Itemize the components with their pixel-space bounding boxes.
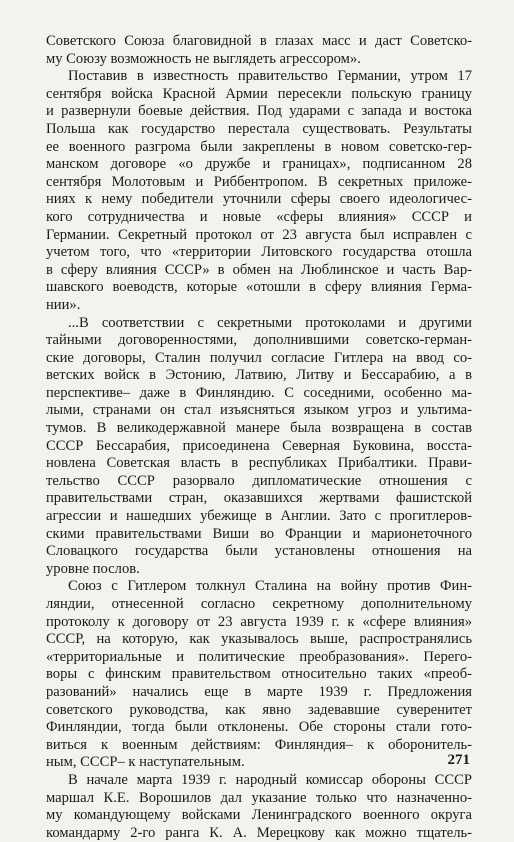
text-line: тумов. В великодержавной манере была возвращена в состав: [46, 420, 472, 437]
text-line: сентября войска Красной Армии пересекли польскую границу: [46, 85, 472, 102]
text-line: В начале марта 1939 г. народный комиссар обороны СССР: [68, 771, 472, 788]
paragraph: [46, 772, 472, 842]
text-line: разований» начались еще в марте 1939 г. Предложения: [46, 683, 472, 700]
text-line: Польша как государство перестала существовать. Результаты: [46, 120, 472, 137]
text-line: ...В соответствии с секретными протоколами и другими: [68, 314, 472, 331]
text-line: лыми, странами он стал изъясняться языком угроз и ультима-: [46, 402, 472, 419]
text-line: СССР Бессарабия, присоединена Северная Буковина, восста-: [46, 437, 472, 454]
text-line: тельство СССР разорвало дипломатические отношения с: [46, 472, 472, 489]
paragraph: [46, 33, 472, 68]
text-line: му Союзу возможность не выглядеть агрессором».: [46, 50, 361, 67]
text-line: кого сотрудничества и новые «сферы влияния» СССР и: [46, 208, 472, 225]
text-line: воры с финским правительством относительно таких «преоб-: [46, 666, 472, 683]
text-line: тайными договоренностями, дополнившими советско-герман-: [46, 332, 472, 349]
text-line: ниях к нему победители уточнили сферы своего идеологичес-: [46, 191, 472, 208]
text-line: учетом того, что «территории Литовского государства отошла: [46, 244, 472, 261]
text-line: правительствами стран, оказавшихся жертвами фашистской: [46, 490, 472, 507]
text-line: Германии. Секретный протокол от 23 августа был исправлен с: [46, 226, 472, 243]
text-line: и развернули боевые действия. Под ударами с запада и востока: [46, 103, 472, 120]
text-line: перспективе– даже в Финляндию. С соседними, особенно ма-: [46, 384, 472, 401]
text-line: командарму 2-го ранга К. А. Мерецкову как можно тщатель-: [46, 824, 472, 841]
text-line: шавского воеводств, которые «отошли в сферу влияния Герма-: [46, 279, 472, 296]
text-line: манском договоре «о дружбе и границах», подписанном 28: [46, 156, 472, 173]
text-line: маршал К.Е. Ворошилов дал указание только что назначенно-: [46, 789, 472, 806]
page-number: 271: [447, 752, 470, 768]
text-line: ным, СССР– к наступательным.: [46, 754, 245, 771]
text-line: Словацкого государства были установлены отношения на: [46, 543, 472, 560]
text-line: в сферу влияния СССР» в обмен на Люблинское и часть Вар-: [46, 261, 472, 278]
text-line: «территориальные и политические преобразования». Перего-: [46, 648, 472, 665]
text-line: новлена Советская власть в республиках Прибалтики. Прави-: [46, 455, 472, 472]
paragraph: [46, 315, 472, 579]
text-line: виться к военным действиям: Финляндия– к оборонитель-: [46, 736, 472, 753]
text-line: ветских войск в Эстонию, Латвию, Литву и Бессарабию, а в: [46, 367, 472, 384]
text-line: Советского Союза благовидной в глазах масс и даст Советско-: [46, 33, 472, 49]
text-line: Финляндии, тогда были отклонены. Обе стороны стали гото-: [46, 719, 472, 736]
body-text: [46, 33, 472, 842]
text-line: советского руководства, как явно задевавшие суверенитет: [46, 701, 472, 718]
text-line: Союз с Гитлером толкнул Сталина на войну против Фин-: [68, 578, 472, 595]
text-line: ляндии, отнесенной согласно секретному дополнительному: [46, 596, 472, 612]
paragraph: [46, 68, 472, 314]
text-line: протоколу к договору от 23 августа 1939 г. к «сфере влияния»: [46, 613, 472, 630]
text-line: му командующему войсками Ленинградского военного округа: [46, 807, 472, 824]
text-line: СССР, на которую, как указывалось выше, распространялись: [46, 631, 472, 648]
text-line: Поставив в известность правительство Германии, утром 17: [68, 68, 472, 85]
text-line: агрессии и нашедших убежище в Англии. Зато с прогитлеров-: [46, 508, 472, 525]
text-line: нии».: [46, 296, 81, 313]
text-line: скими правительствами Виши во Франции и марионеточного: [46, 525, 472, 542]
text-line: ее военного разгрома были закреплены в новом советско-гер-: [46, 138, 472, 155]
paragraph: [46, 578, 472, 772]
text-line: ские договоры, Сталин получил согласие Гитлера на ввод со-: [46, 349, 472, 366]
text-line: уровне послов.: [46, 560, 140, 577]
text-line: сентября Молотовым и Риббентропом. В секретных приложе-: [46, 173, 472, 190]
